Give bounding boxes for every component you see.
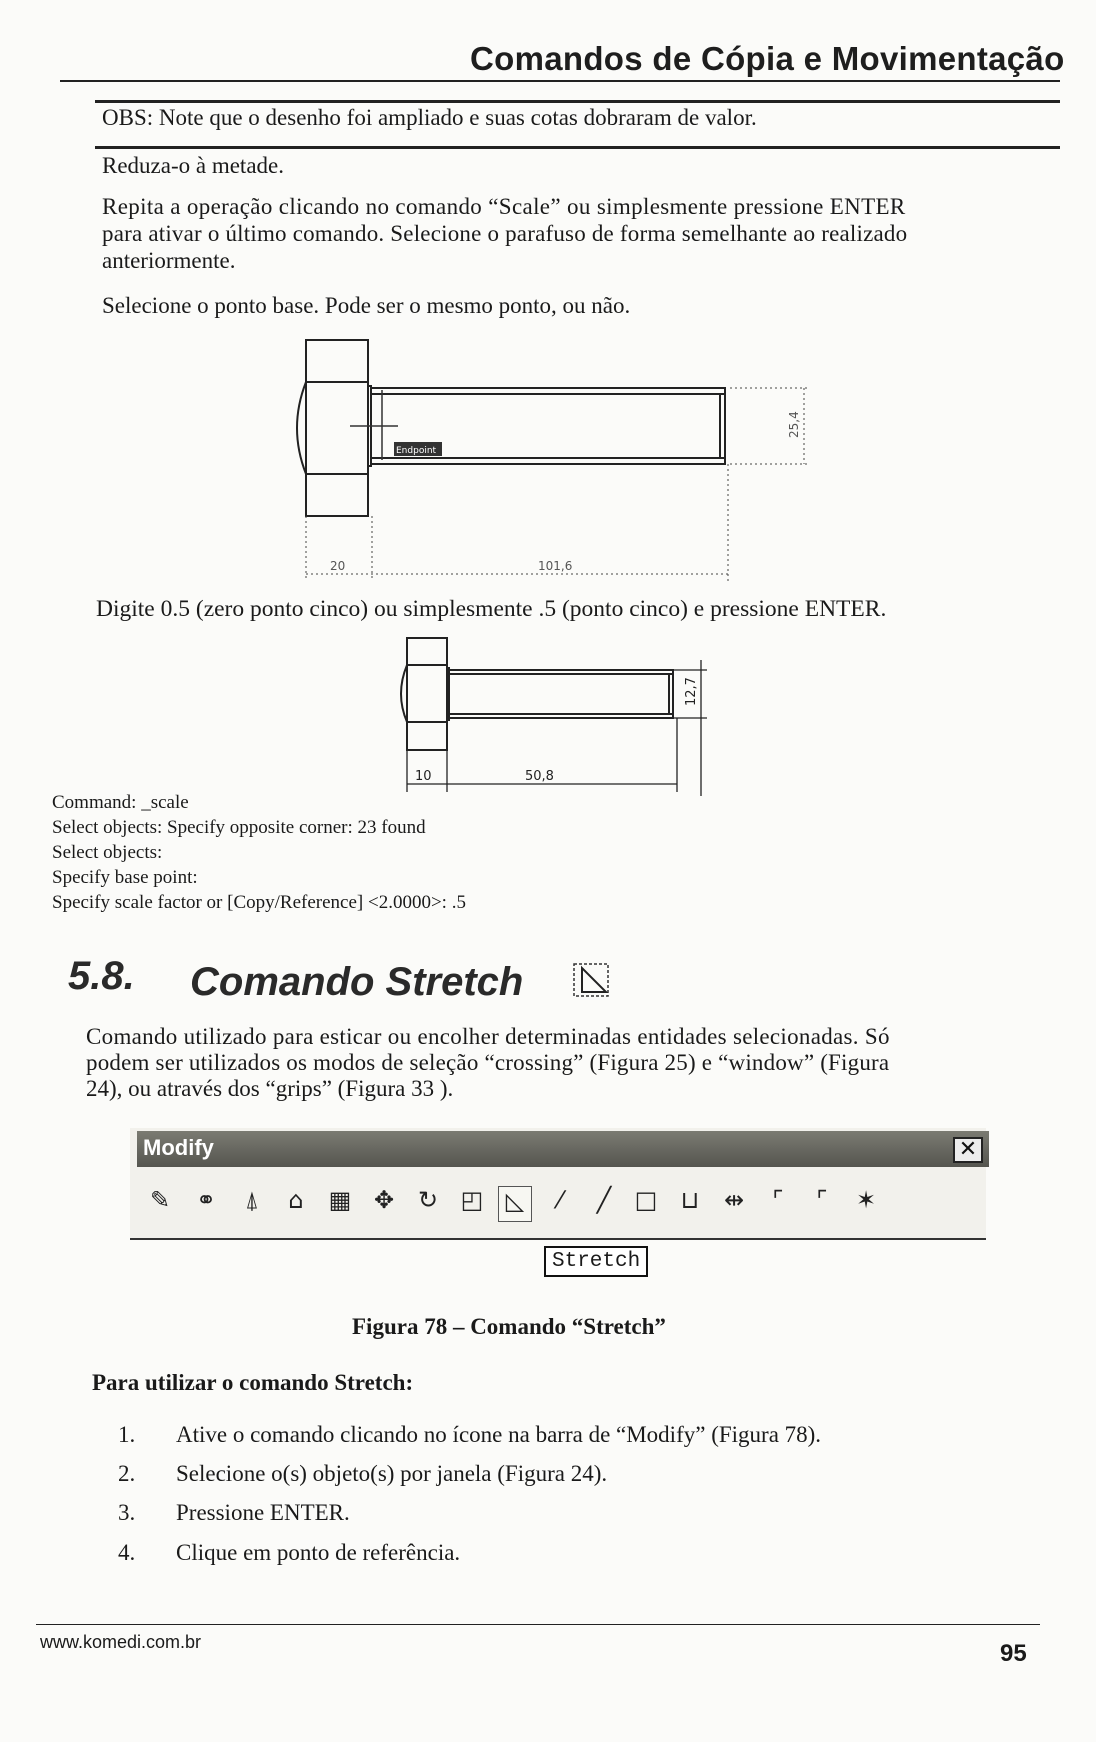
dim-head-small: 10: [415, 769, 432, 784]
command-transcript: [52, 790, 466, 915]
stretch-tooltip: Stretch: [544, 1246, 648, 1277]
dim-height-large: 25,4: [787, 411, 801, 438]
paragraph-type-value: Digite 0.5 (zero ponto cinco) ou simplesmente .5 (ponto cinco) e pressione ENTER.: [96, 596, 887, 622]
command-line: Select objects:: [52, 842, 163, 863]
paragraph-reduce: Reduza-o à metade.: [102, 153, 284, 178]
stretch-heading-icon: [572, 960, 612, 1000]
bolt-drawing-small: [395, 630, 725, 800]
explode-icon[interactable]: ✶: [855, 1186, 877, 1214]
paragraph-repeat-line2: para ativar o último comando. Selecione o parafuso de forma semelhante ao realizado: [102, 221, 908, 246]
step-number: 4.: [118, 1540, 136, 1565]
step-text: Selecione o(s) objeto(s) por janela (Figura 24).: [176, 1461, 608, 1486]
toolbar-titlebar[interactable]: [137, 1131, 989, 1167]
bolt-drawing-large: [290, 330, 830, 590]
offset-icon[interactable]: ⌂: [288, 1186, 304, 1214]
obs-note: OBS: Note que o desenho foi ampliado e suas cotas dobraram de valor.: [102, 105, 757, 130]
step-text: Clique em ponto de referência.: [176, 1540, 461, 1565]
paragraph-base-point: Selecione o ponto base. Pode ser o mesmo ponto, ou não.: [102, 293, 631, 318]
command-line: Specify scale factor or [Copy/Reference] <2.0000>: .5: [52, 892, 466, 913]
paragraph-repeat-line1: Repita a operação clicando no comando “Scale” ou simplesmente pressione ENTER: [102, 194, 906, 219]
fillet-icon[interactable]: ⌜: [816, 1186, 828, 1214]
copy-icon[interactable]: ⚭: [195, 1186, 217, 1214]
paragraph-repeat-line3: anteriormente.: [102, 248, 236, 273]
section-number: 5.8.: [68, 954, 135, 998]
obs-top-rule: [95, 100, 1060, 103]
dim-shank-small: 50,8: [525, 769, 554, 784]
dim-shank-large: 101,6: [538, 559, 573, 573]
command-line: Command: _scale: [52, 792, 189, 813]
dim-height-small: 12,7: [684, 677, 699, 706]
bolt-shank-outline-small: [449, 670, 673, 718]
step-number: 3.: [118, 1500, 136, 1525]
bolt-head-outline-large: [306, 340, 368, 516]
section-desc-line1: Comando utilizado para esticar ou encolher determinadas entidades selecionadas. Só: [86, 1024, 890, 1049]
array-icon[interactable]: ▦: [328, 1186, 352, 1214]
rotate-icon[interactable]: ↻: [417, 1186, 439, 1214]
command-line: Select objects: Specify opposite corner: 23 found: [52, 817, 426, 838]
stretch-icon[interactable]: ◺: [498, 1186, 532, 1222]
figure-caption: Figura 78 – Comando “Stretch”: [352, 1314, 666, 1339]
footer-rule: [36, 1624, 1040, 1625]
toolbar-close-button[interactable]: ✕: [953, 1137, 983, 1163]
trim-icon[interactable]: ⁄: [557, 1186, 562, 1214]
howto-heading: Para utilizar o comando Stretch:: [92, 1370, 414, 1395]
move-icon[interactable]: ✥: [373, 1186, 395, 1214]
chamfer-icon[interactable]: ⌜: [772, 1186, 784, 1214]
section-desc-line3: 24), ou através dos “grips” (Figura 33 ).: [86, 1076, 454, 1101]
scale-icon[interactable]: ◰: [460, 1186, 484, 1214]
step-text: Pressione ENTER.: [176, 1500, 350, 1525]
bolt-head-outline-small: [407, 638, 447, 750]
mirror-icon[interactable]: ⍋: [244, 1186, 260, 1214]
dim-head-large: 20: [330, 559, 346, 573]
section-desc-line2: podem ser utilizados os modos de seleção “crossing” (Figura 25) e “window” (Figura: [86, 1050, 890, 1075]
toolbar-title: Modify: [143, 1135, 214, 1160]
page-number: 95: [1000, 1640, 1027, 1667]
footer-url: www.komedi.com.br: [40, 1632, 202, 1652]
extend-icon[interactable]: ╱: [596, 1186, 612, 1214]
modify-toolbar: [130, 1128, 986, 1240]
command-line: Specify base point:: [52, 867, 198, 888]
join-icon[interactable]: ⇹: [723, 1186, 745, 1214]
obs-bottom-rule: [95, 146, 1060, 149]
page-header-title: Comandos de Cópia e Movimentação: [470, 40, 1065, 77]
erase-icon[interactable]: ✎: [149, 1186, 171, 1214]
header-rule: [60, 80, 1060, 82]
step-number: 2.: [118, 1461, 136, 1486]
step-number: 1.: [118, 1422, 136, 1447]
break-at-point-icon[interactable]: □: [634, 1186, 658, 1214]
cursor-endpoint-label: Endpoint: [396, 446, 437, 456]
step-text: Ative o comando clicando no ícone na barra de “Modify” (Figura 78).: [176, 1422, 822, 1447]
break-icon[interactable]: ⊔: [680, 1186, 700, 1214]
section-title: Comando Stretch: [190, 960, 524, 1004]
